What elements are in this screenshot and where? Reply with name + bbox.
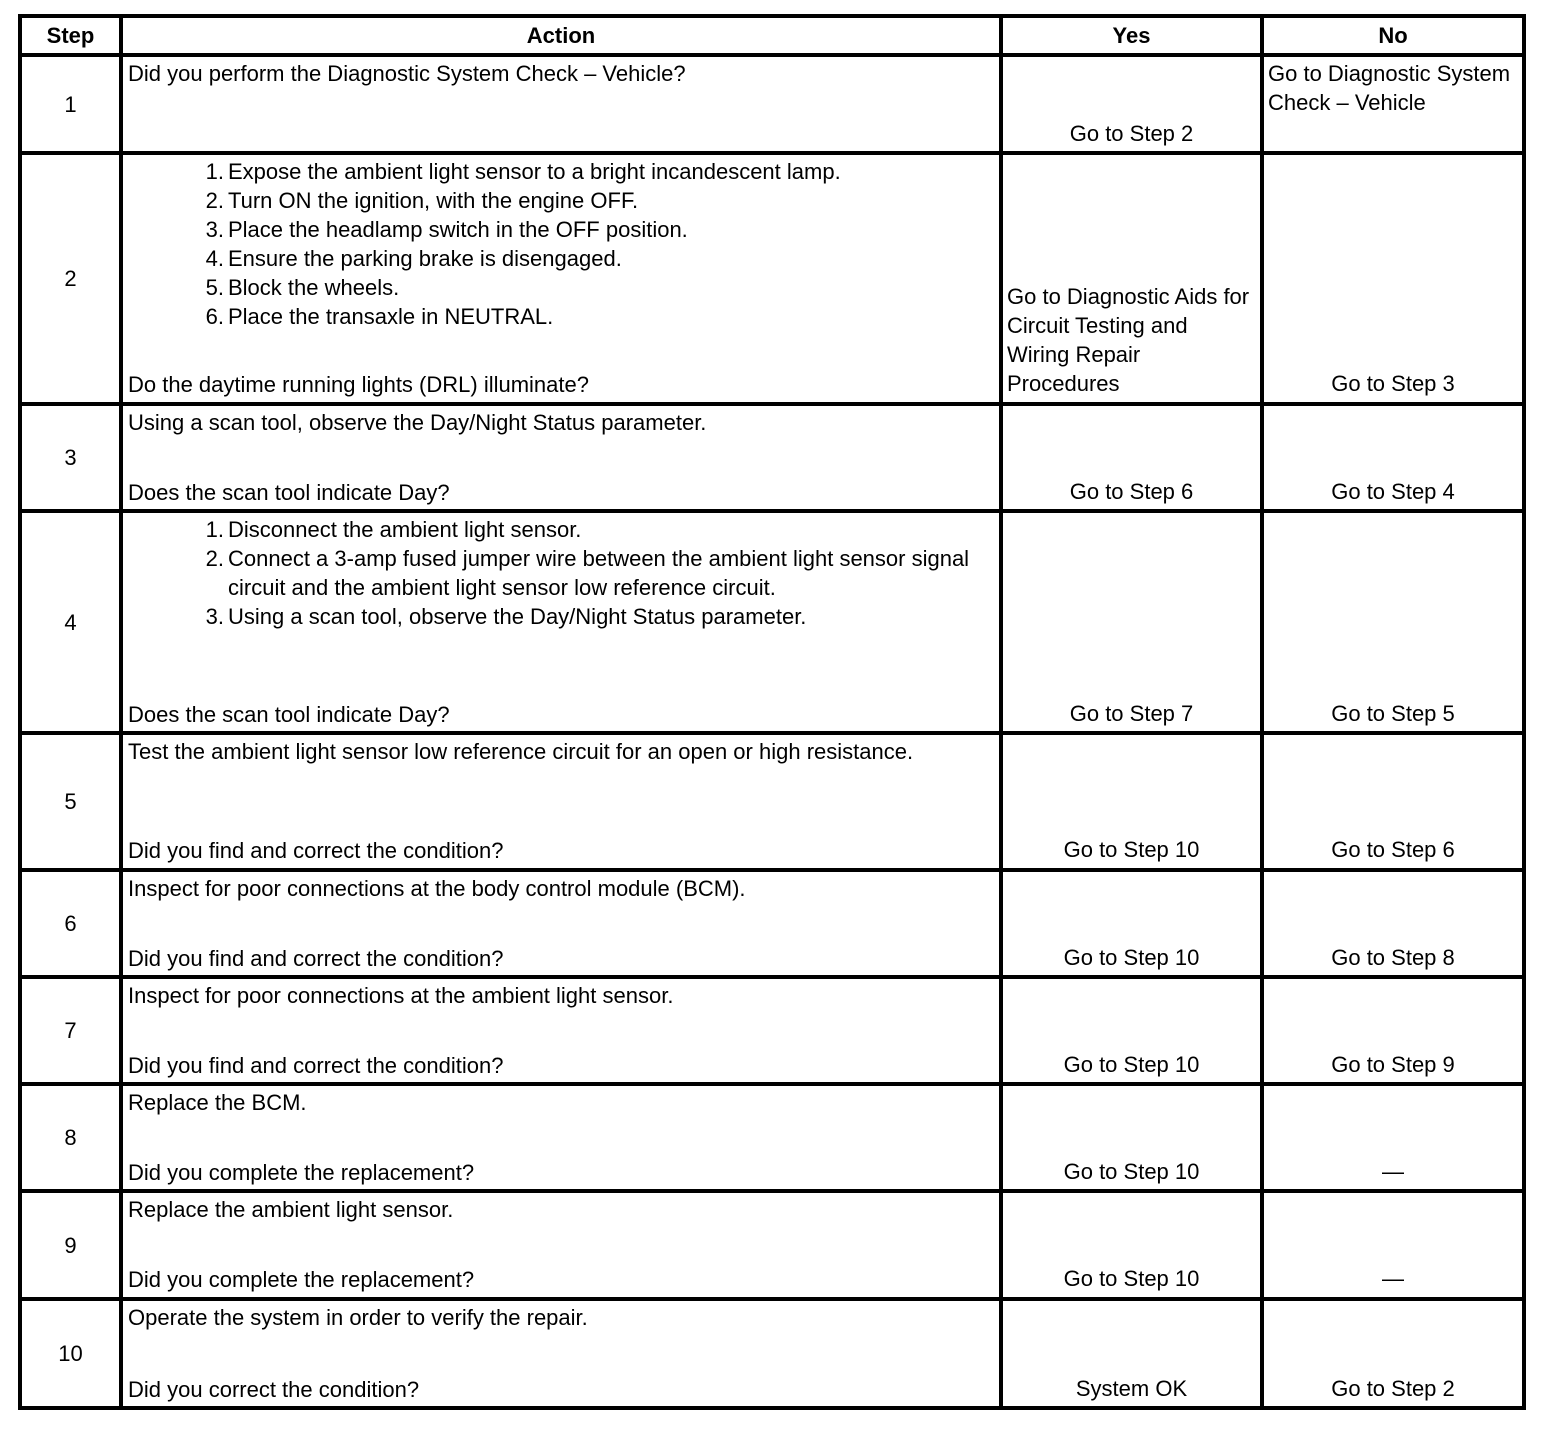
step-number: 8 — [20, 1084, 121, 1191]
action-instructions — [128, 1195, 995, 1224]
no-cell — [1262, 511, 1524, 733]
substep-text: Block the wheels. — [228, 275, 400, 301]
table-row — [20, 1084, 1524, 1191]
list-item — [128, 244, 995, 273]
action-instructions — [128, 1303, 995, 1332]
action-question: Does the scan tool indicate Day? — [128, 701, 450, 727]
action-instructions — [128, 408, 995, 437]
table-row — [20, 1191, 1524, 1298]
substep-number: 1. — [205, 159, 224, 185]
action-cell — [121, 870, 1001, 977]
no-action: — — [1382, 1159, 1404, 1185]
table-row — [20, 977, 1524, 1084]
action-text: Using a scan tool, observe the Day/Night Status parameter. — [128, 409, 707, 435]
no-cell — [1262, 153, 1524, 404]
step-number: 4 — [20, 511, 121, 733]
action-question: Did you find and correct the condition? — [128, 838, 504, 864]
action-question: Did you complete the replacement? — [128, 1267, 475, 1293]
no-cell — [1262, 404, 1524, 511]
action-cell — [121, 55, 1001, 153]
table-row — [20, 733, 1524, 869]
action-substeps — [128, 157, 995, 331]
yes-cell — [1001, 153, 1262, 404]
step-number: 7 — [20, 977, 121, 1084]
list-item — [128, 544, 995, 602]
no-action: Go to Step 8 — [1331, 944, 1455, 970]
no-cell — [1262, 55, 1524, 153]
action-instructions — [128, 981, 995, 1010]
no-cell — [1262, 733, 1524, 869]
list-item — [128, 602, 995, 631]
yes-action: Go to Step 10 — [1063, 944, 1200, 970]
step-number: 3 — [20, 404, 121, 511]
step-number: 10 — [20, 1299, 121, 1408]
substep-text: Turn ON the ignition, with the engine OFF. — [228, 188, 639, 214]
no-cell — [1262, 870, 1524, 977]
no-action: Go to Diagnostic System Check – Vehicle — [1268, 61, 1511, 115]
substep-text: Disconnect the ambient light sensor. — [228, 516, 582, 542]
action-instructions — [128, 737, 995, 766]
yes-cell — [1001, 977, 1262, 1084]
substep-number: 4. — [205, 246, 224, 272]
action-text: Test the ambient light sensor low reference circuit for an open or high resistance. — [128, 739, 914, 765]
table-row — [20, 55, 1524, 153]
no-action: Go to Step 5 — [1331, 700, 1455, 726]
no-action: Go to Step 9 — [1331, 1052, 1455, 1077]
list-item — [128, 157, 995, 186]
substep-number: 3. — [205, 603, 224, 629]
no-cell — [1262, 1299, 1524, 1408]
no-action: Go to Step 3 — [1331, 371, 1455, 397]
action-cell — [121, 733, 1001, 869]
header-no: No — [1262, 16, 1524, 55]
substep-number: 5. — [205, 275, 224, 301]
header-yes: Yes — [1001, 16, 1262, 55]
substep-text: Expose the ambient light sensor to a bright incandescent lamp. — [228, 159, 841, 185]
table-row — [20, 511, 1524, 733]
substep-text: Using a scan tool, observe the Day/Night Status parameter. — [228, 603, 807, 629]
step-number: 1 — [20, 55, 121, 153]
action-text: Replace the BCM. — [128, 1090, 307, 1116]
substep-text: Place the transaxle in NEUTRAL. — [228, 304, 554, 330]
no-cell — [1262, 1191, 1524, 1298]
yes-cell — [1001, 733, 1262, 869]
no-cell — [1262, 1084, 1524, 1191]
action-text: Inspect for poor connections at the ambient light sensor. — [128, 983, 674, 1008]
yes-cell — [1001, 1299, 1262, 1408]
yes-action: System OK — [1075, 1375, 1188, 1401]
substep-number: 1. — [205, 516, 224, 542]
yes-cell — [1001, 404, 1262, 511]
yes-cell — [1001, 511, 1262, 733]
action-text: Operate the system in order to verify the repair. — [128, 1304, 588, 1330]
step-number: 2 — [20, 153, 121, 404]
yes-cell — [1001, 1084, 1262, 1191]
no-action: Go to Step 6 — [1331, 837, 1455, 863]
header-action: Action — [121, 16, 1001, 55]
action-substeps — [128, 515, 995, 631]
no-action: Go to Step 2 — [1331, 1375, 1455, 1401]
header-row — [20, 16, 1524, 55]
action-instructions — [128, 515, 995, 631]
yes-cell — [1001, 55, 1262, 153]
table-row — [20, 153, 1524, 404]
substep-text: Ensure the parking brake is disengaged. — [228, 246, 622, 272]
action-cell — [121, 1299, 1001, 1408]
action-instructions — [128, 157, 995, 331]
table-row — [20, 404, 1524, 511]
yes-action: Go to Diagnostic Aids for Circuit Testing and Wiring Repair Procedures — [1007, 284, 1250, 397]
table-row — [20, 1299, 1524, 1408]
substep-text: Place the headlamp switch in the OFF position. — [228, 217, 688, 243]
yes-action: Go to Step 7 — [1069, 700, 1194, 726]
action-text: Inspect for poor connections at the body control module (BCM). — [128, 875, 746, 901]
substep-number: 2. — [205, 188, 224, 214]
action-instructions — [128, 874, 995, 903]
action-question: Does the scan tool indicate Day? — [128, 479, 450, 505]
list-item — [128, 302, 995, 331]
action-instructions — [128, 59, 995, 88]
table-row — [20, 870, 1524, 977]
step-number: 9 — [20, 1191, 121, 1298]
no-action: Go to Step 4 — [1331, 478, 1455, 504]
action-text: Did you perform the Diagnostic System Check – Vehicle? — [128, 61, 686, 86]
yes-action: Go to Step 10 — [1063, 1159, 1200, 1185]
action-cell — [121, 511, 1001, 733]
step-number: 5 — [20, 733, 121, 869]
no-action: — — [1382, 1266, 1404, 1292]
yes-action: Go to Step 6 — [1069, 478, 1194, 504]
yes-cell — [1001, 870, 1262, 977]
action-question: Did you correct the condition? — [128, 1376, 420, 1402]
yes-action: Go to Step 10 — [1063, 837, 1200, 863]
list-item — [128, 515, 995, 544]
list-item — [128, 215, 995, 244]
substep-number: 6. — [205, 304, 224, 330]
substep-number: 3. — [205, 217, 224, 243]
action-question: Did you find and correct the condition? — [128, 945, 504, 971]
yes-action: Go to Step 2 — [1069, 121, 1194, 146]
action-cell — [121, 1191, 1001, 1298]
yes-action: Go to Step 10 — [1063, 1266, 1200, 1292]
list-item — [128, 273, 995, 302]
action-instructions — [128, 1088, 995, 1117]
no-cell — [1262, 977, 1524, 1084]
action-cell — [121, 1084, 1001, 1191]
action-text: Replace the ambient light sensor. — [128, 1197, 454, 1223]
action-cell — [121, 977, 1001, 1084]
action-cell — [121, 404, 1001, 511]
header-step: Step — [20, 16, 121, 55]
step-number: 6 — [20, 870, 121, 977]
substep-number: 2. — [205, 545, 224, 571]
yes-action: Go to Step 10 — [1063, 1052, 1200, 1077]
action-cell — [121, 153, 1001, 404]
action-question: Did you find and correct the condition? — [128, 1053, 504, 1078]
list-item — [128, 186, 995, 215]
action-question: Do the daytime running lights (DRL) illuminate? — [128, 372, 589, 398]
yes-cell — [1001, 1191, 1262, 1298]
action-question: Did you complete the replacement? — [128, 1160, 475, 1186]
substep-text: Connect a 3-amp fused jumper wire between the ambient light sensor signal circuit and the ambient light sensor low reference circuit. — [228, 545, 970, 600]
diagnostic-table — [18, 14, 1526, 1410]
